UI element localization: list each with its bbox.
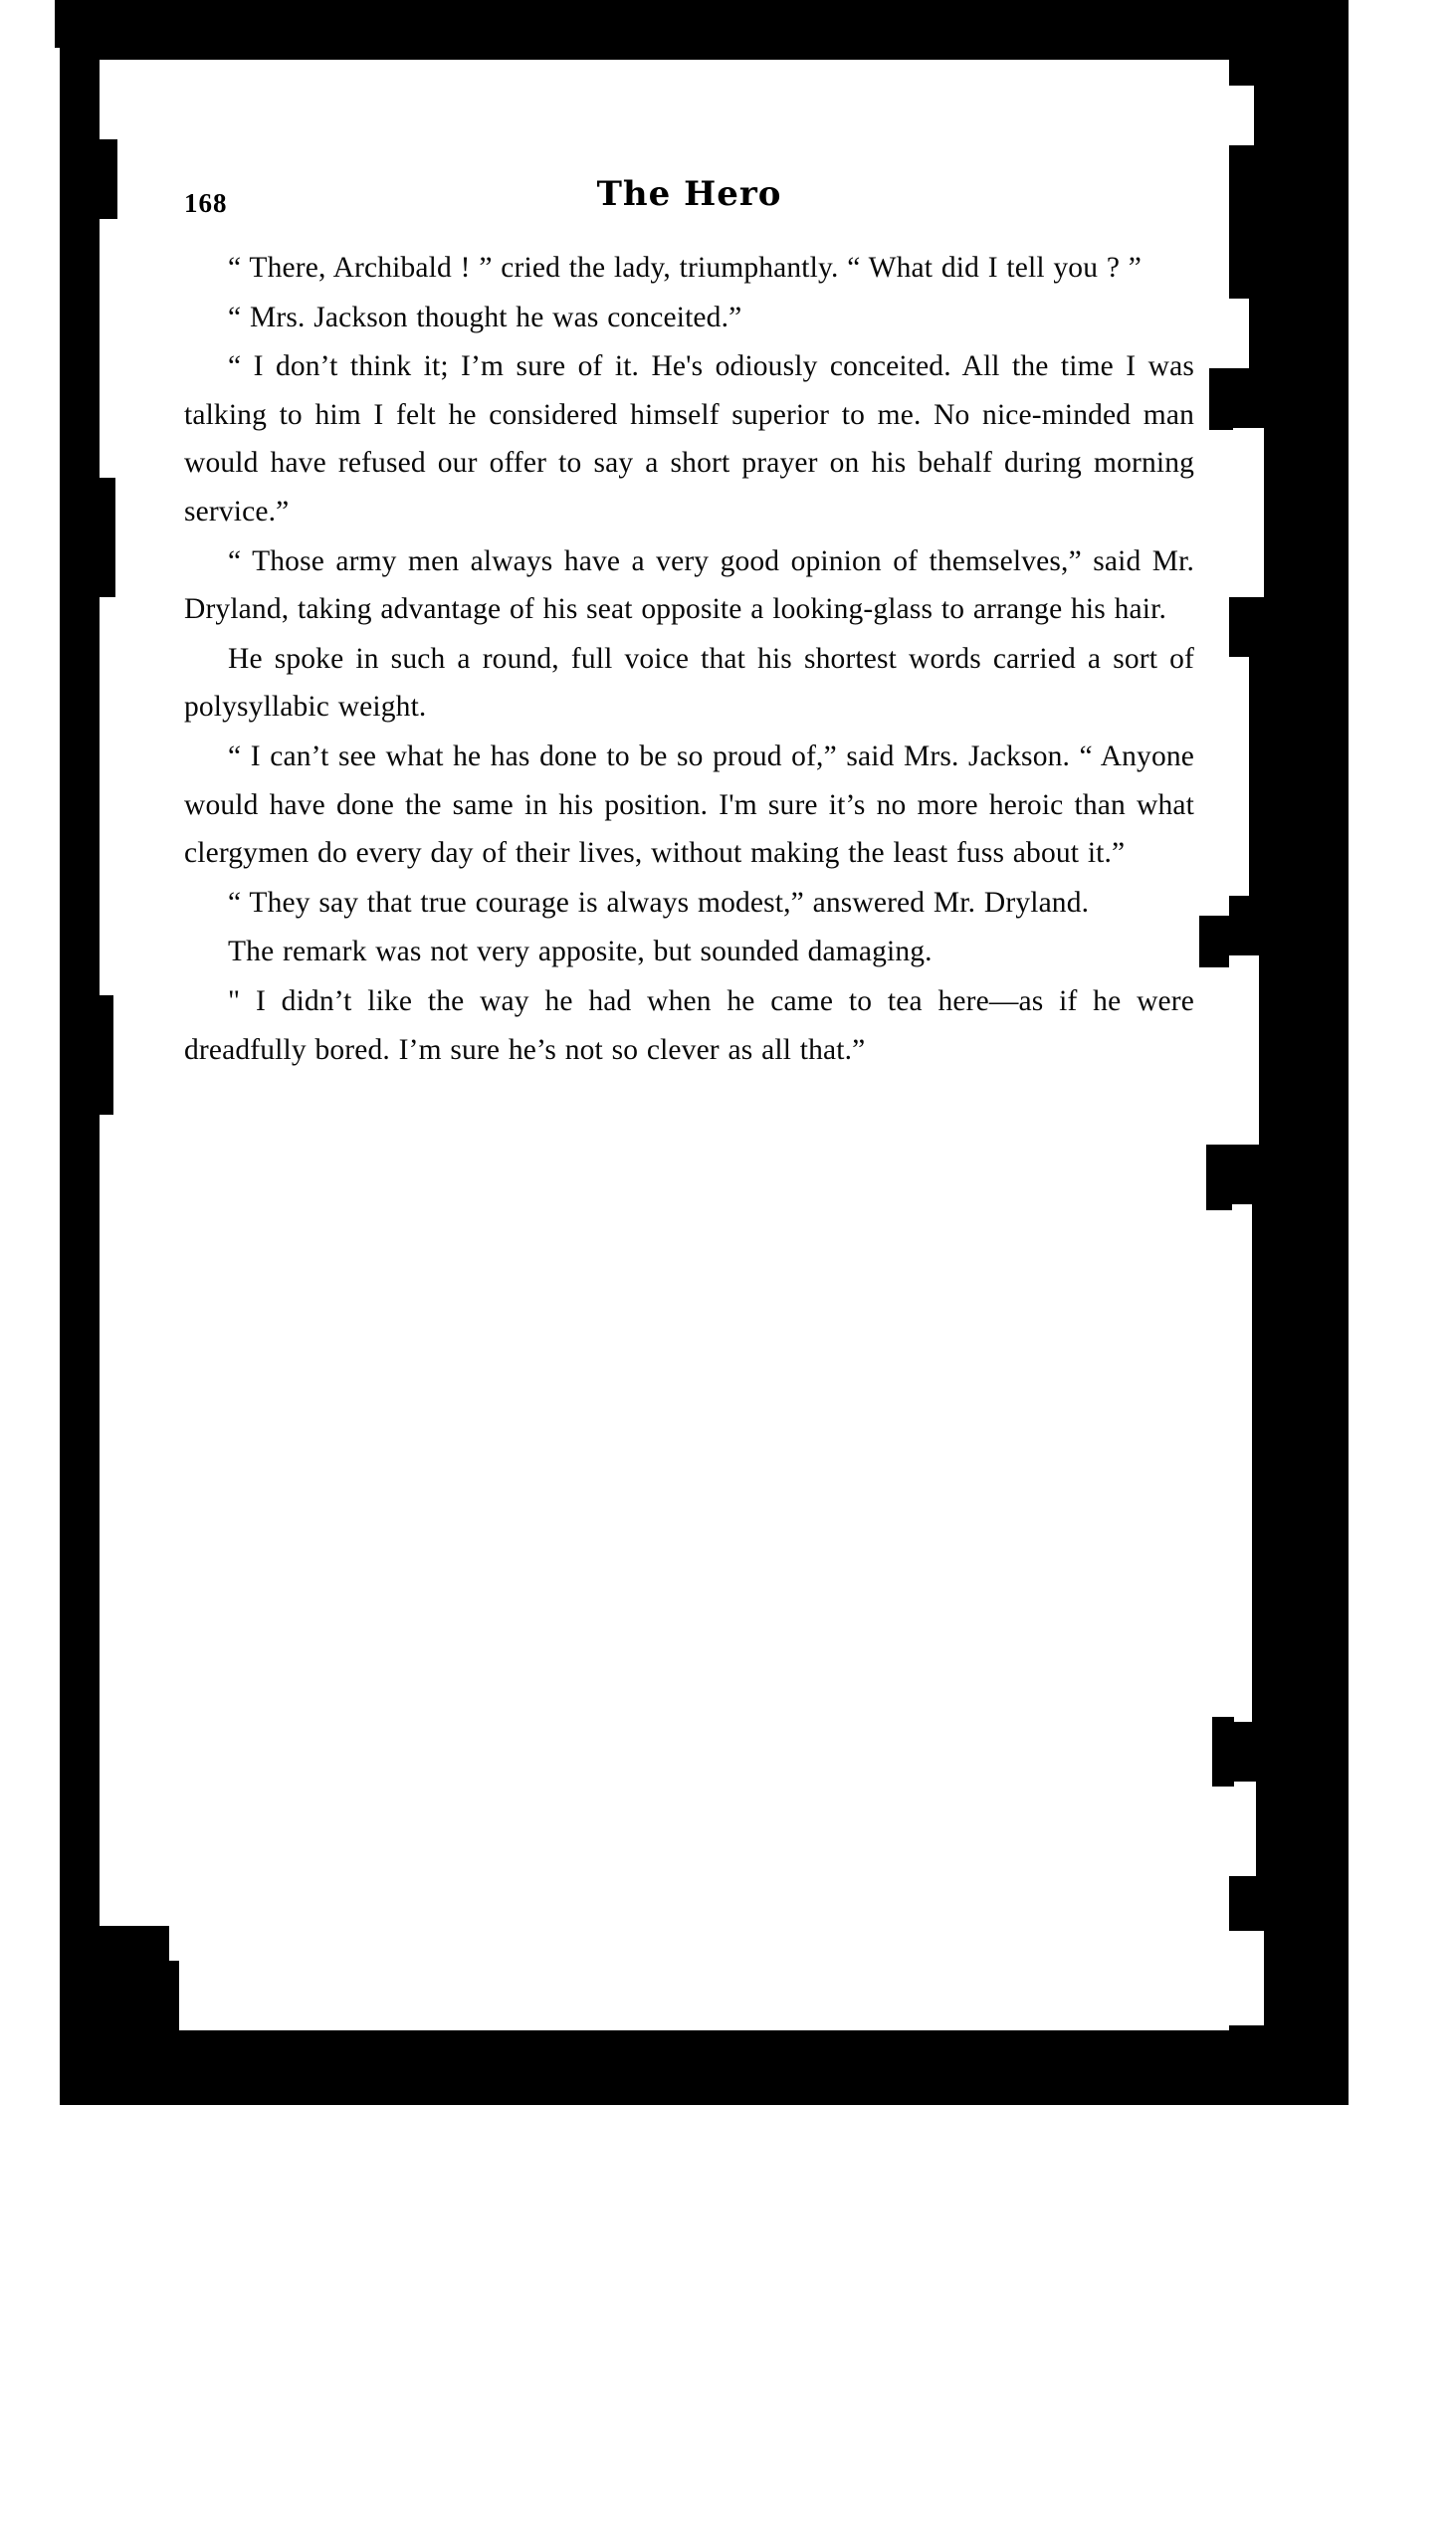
paragraph: “ Mrs. Jackson thought he was conceited.” xyxy=(228,301,742,333)
paragraph: The remark was not very apposite, but sounded damaging. xyxy=(228,936,933,968)
page-number: 168 xyxy=(184,188,228,218)
scan-artifact-right-4 xyxy=(1224,657,1249,896)
paragraph: “ Those army men always have a very good opinion of themselves,” said Mr. Dryland, taking advantage of his seat opposite a looking-glass to arrange his hair. xyxy=(184,544,1194,626)
scan-artifact-tooth-left-1 xyxy=(96,139,117,219)
page-text-column xyxy=(184,174,1194,1074)
page-header xyxy=(184,174,1194,244)
paragraph: He spoke in such a round, full voice that his shortest words carried a sort of polysyllabic weight. xyxy=(184,642,1194,724)
scan-artifact-right-7 xyxy=(1224,1782,1256,1876)
scan-artifact-tooth-left-2 xyxy=(96,478,115,597)
scan-artifact-right-1 xyxy=(1224,86,1254,145)
scan-artifact-tooth-left-3 xyxy=(96,995,113,1115)
scan-artifact-right-6 xyxy=(1224,1204,1252,1722)
scan-artifact-tooth-4 xyxy=(1212,1717,1234,1787)
scan-artifact-tooth-2 xyxy=(1199,916,1229,967)
scan-artifact-corner-bottom-left xyxy=(60,1926,179,2045)
paragraph: “ I don’t think it; I’m sure of it. He's odiously conceited. All the time I was talking to him I felt he considered himself superior to me. No nice-minded man would have refused our offer to say a short prayer on his behalf during morning service.” xyxy=(184,350,1194,527)
scan-notch-top xyxy=(0,0,45,30)
scan-artifact-bottom-left-notch xyxy=(169,1926,279,1961)
scan-artifact-bottom-right xyxy=(1154,2075,1224,2103)
scan-artifact-right-2 xyxy=(1224,299,1249,368)
scan-artifact-right-5 xyxy=(1224,955,1259,1145)
scan-artifact-right-3 xyxy=(1224,428,1264,597)
scan-artifact-tooth-1 xyxy=(1209,368,1233,430)
paragraph: “ I can’t see what he has done to be so proud of,” said Mrs. Jackson. “ Anyone would have done the same in his position. I'm sure it’s no more heroic than what clergymen do every day of their lives, without making the least fuss about it.” xyxy=(184,739,1194,870)
paragraph: “ They say that true courage is always modest,” answered Mr. Dryland. xyxy=(228,886,1090,919)
scan-artifact-tooth-3 xyxy=(1206,1145,1232,1210)
scan-artifact-right-8 xyxy=(1224,1931,1264,2025)
running-title: The Hero xyxy=(596,174,782,214)
paragraph: " I didn’t like the way he had when he came to tea here—as if he were dreadfully bored. I’m sure he’s not so clever as all that.” xyxy=(184,984,1194,1066)
paragraph: “ There, Archibald ! ” cried the lady, triumphantly. “ What did I tell you ? ” xyxy=(228,252,1143,284)
